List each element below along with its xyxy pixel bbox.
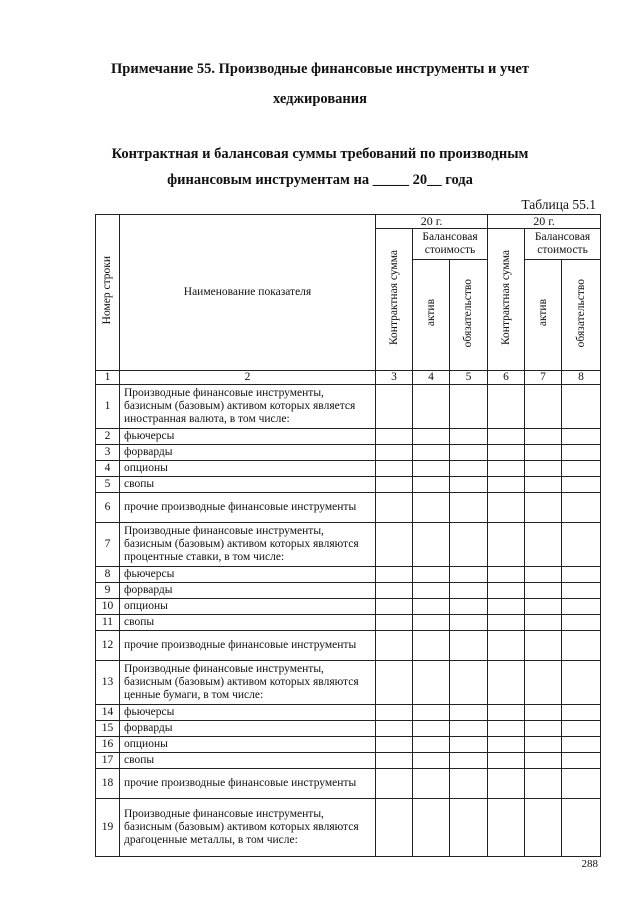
value-cell xyxy=(376,721,413,737)
value-cell xyxy=(562,445,601,461)
table-row xyxy=(96,493,601,523)
table-row xyxy=(96,599,601,615)
table-row xyxy=(96,769,601,799)
column-index: 1 xyxy=(96,371,120,385)
value-cell xyxy=(488,583,525,599)
row-number-cell: 14 xyxy=(96,705,120,721)
value-cell xyxy=(525,799,562,857)
value-cell xyxy=(450,661,488,705)
value-cell xyxy=(413,445,450,461)
table-heading: Контрактная и балансовая суммы требований по производным xyxy=(111,146,529,162)
value-cell xyxy=(525,753,562,769)
value-cell xyxy=(525,721,562,737)
value-cell xyxy=(450,385,488,429)
value-cell xyxy=(376,385,413,429)
row-number-cell: 11 xyxy=(96,615,120,631)
table-row xyxy=(96,631,601,661)
value-cell xyxy=(450,567,488,583)
value-cell xyxy=(488,567,525,583)
table-row xyxy=(96,567,601,583)
row-number-cell: 4 xyxy=(96,461,120,477)
value-cell xyxy=(450,599,488,615)
value-cell xyxy=(562,705,601,721)
value-cell xyxy=(488,445,525,461)
value-cell xyxy=(562,523,601,567)
row-number-cell: 1 xyxy=(96,385,120,429)
value-cell xyxy=(413,493,450,523)
row-number-cell: 8 xyxy=(96,567,120,583)
value-cell xyxy=(525,631,562,661)
indicator-name-cell: прочие производные финансовые инструменты xyxy=(120,769,376,799)
column-index: 6 xyxy=(488,371,525,385)
value-cell xyxy=(376,477,413,493)
value-cell xyxy=(488,705,525,721)
value-cell xyxy=(376,583,413,599)
note-title-continued: хеджирования xyxy=(273,91,367,107)
value-cell xyxy=(450,799,488,857)
indicator-name-cell: фьючерсы xyxy=(120,429,376,445)
balance-value-header-2: Балансовая стоимость xyxy=(525,229,601,260)
value-cell xyxy=(525,429,562,445)
value-cell xyxy=(562,583,601,599)
table-row xyxy=(96,461,601,477)
value-cell xyxy=(488,461,525,477)
value-cell xyxy=(450,769,488,799)
row-number-cell: 3 xyxy=(96,445,120,461)
value-cell xyxy=(413,583,450,599)
value-cell xyxy=(562,737,601,753)
value-cell xyxy=(562,631,601,661)
value-cell xyxy=(413,769,450,799)
value-cell xyxy=(450,615,488,631)
value-cell xyxy=(562,769,601,799)
row-number-cell: 10 xyxy=(96,599,120,615)
asset-header-1: актив xyxy=(413,260,450,371)
value-cell xyxy=(525,523,562,567)
row-number-cell: 5 xyxy=(96,477,120,493)
value-cell xyxy=(413,631,450,661)
value-cell xyxy=(562,799,601,857)
value-cell xyxy=(488,493,525,523)
value-cell xyxy=(413,523,450,567)
value-cell xyxy=(488,523,525,567)
indicator-name-cell: прочие производные финансовые инструменты xyxy=(120,493,376,523)
value-cell xyxy=(562,493,601,523)
value-cell xyxy=(376,615,413,631)
indicator-name-cell: Производные финансовые инструменты, базисным (базовым) активом которых являются процентные ставки, в том числе: xyxy=(120,523,376,567)
value-cell xyxy=(376,753,413,769)
value-cell xyxy=(376,631,413,661)
value-cell xyxy=(413,615,450,631)
table-caption: Таблица 55.1 xyxy=(521,197,596,212)
row-number-cell: 18 xyxy=(96,769,120,799)
table-row xyxy=(96,705,601,721)
table-row xyxy=(96,799,601,857)
value-cell xyxy=(376,523,413,567)
value-cell xyxy=(376,461,413,477)
contract-sum-header-1: Контрактная сумма xyxy=(376,229,413,371)
value-cell xyxy=(376,567,413,583)
asset-header-2: актив xyxy=(525,260,562,371)
table-row xyxy=(96,721,601,737)
value-cell xyxy=(413,477,450,493)
value-cell xyxy=(562,477,601,493)
table-heading-continued: финансовым инструментам на _____ 20__ года xyxy=(167,172,473,188)
value-cell xyxy=(488,769,525,799)
value-cell xyxy=(525,705,562,721)
row-number-cell: 2 xyxy=(96,429,120,445)
value-cell xyxy=(525,769,562,799)
value-cell xyxy=(488,753,525,769)
value-cell xyxy=(413,705,450,721)
row-number-cell: 7 xyxy=(96,523,120,567)
value-cell xyxy=(450,461,488,477)
value-cell xyxy=(413,661,450,705)
value-cell xyxy=(450,737,488,753)
row-number-cell: 16 xyxy=(96,737,120,753)
value-cell xyxy=(488,477,525,493)
value-cell xyxy=(413,599,450,615)
value-cell xyxy=(450,523,488,567)
value-cell xyxy=(488,631,525,661)
column-index: 8 xyxy=(562,371,601,385)
value-cell xyxy=(525,737,562,753)
value-cell xyxy=(376,705,413,721)
table-row xyxy=(96,661,601,705)
derivatives-table xyxy=(95,214,601,857)
row-number-cell: 12 xyxy=(96,631,120,661)
indicator-name-cell: опционы xyxy=(120,737,376,753)
column-index-row xyxy=(96,371,601,385)
value-cell xyxy=(413,429,450,445)
value-cell xyxy=(413,737,450,753)
indicator-name-header: Наименование показателя xyxy=(120,215,376,371)
indicator-name-cell: прочие производные финансовые инструменты xyxy=(120,631,376,661)
value-cell xyxy=(450,477,488,493)
value-cell xyxy=(413,753,450,769)
value-cell xyxy=(488,429,525,445)
value-cell xyxy=(488,385,525,429)
value-cell xyxy=(450,721,488,737)
row-number-cell: 17 xyxy=(96,753,120,769)
value-cell xyxy=(525,661,562,705)
value-cell xyxy=(413,385,450,429)
value-cell xyxy=(525,445,562,461)
value-cell xyxy=(376,599,413,615)
indicator-name-cell: форварды xyxy=(120,721,376,737)
value-cell xyxy=(376,737,413,753)
value-cell xyxy=(562,721,601,737)
row-number-cell: 15 xyxy=(96,721,120,737)
value-cell xyxy=(525,493,562,523)
balance-value-header-1: Балансовая стоимость xyxy=(413,229,488,260)
value-cell xyxy=(376,493,413,523)
value-cell xyxy=(488,737,525,753)
column-index: 5 xyxy=(450,371,488,385)
row-number-cell: 19 xyxy=(96,799,120,857)
row-number-header: Номер строки xyxy=(96,215,120,371)
value-cell xyxy=(450,753,488,769)
value-cell xyxy=(562,429,601,445)
column-index: 7 xyxy=(525,371,562,385)
value-cell xyxy=(562,385,601,429)
value-cell xyxy=(450,429,488,445)
value-cell xyxy=(525,615,562,631)
table-row xyxy=(96,615,601,631)
value-cell xyxy=(450,445,488,461)
value-cell xyxy=(525,477,562,493)
indicator-name-cell: форварды xyxy=(120,445,376,461)
row-number-cell: 6 xyxy=(96,493,120,523)
column-index: 4 xyxy=(413,371,450,385)
indicator-name-cell: свопы xyxy=(120,615,376,631)
value-cell xyxy=(450,493,488,523)
value-cell xyxy=(562,661,601,705)
table-row xyxy=(96,445,601,461)
year2-header: 20 г. xyxy=(488,215,601,229)
value-cell xyxy=(525,583,562,599)
value-cell xyxy=(450,631,488,661)
value-cell xyxy=(376,799,413,857)
page-number: 288 xyxy=(581,858,598,870)
value-cell xyxy=(450,583,488,599)
value-cell xyxy=(562,461,601,477)
value-cell xyxy=(562,615,601,631)
column-index: 3 xyxy=(376,371,413,385)
value-cell xyxy=(525,567,562,583)
value-cell xyxy=(376,445,413,461)
indicator-name-cell: фьючерсы xyxy=(120,705,376,721)
note-title: Примечание 55. Производные финансовые инструменты и учет xyxy=(111,61,529,77)
value-cell xyxy=(488,721,525,737)
value-cell xyxy=(562,599,601,615)
table-row xyxy=(96,477,601,493)
value-cell xyxy=(488,615,525,631)
value-cell xyxy=(525,599,562,615)
value-cell xyxy=(413,461,450,477)
table-row xyxy=(96,523,601,567)
indicator-name-cell: свопы xyxy=(120,477,376,493)
value-cell xyxy=(450,705,488,721)
value-cell xyxy=(525,385,562,429)
column-index: 2 xyxy=(120,371,376,385)
value-cell xyxy=(488,599,525,615)
row-number-cell: 9 xyxy=(96,583,120,599)
value-cell xyxy=(376,769,413,799)
indicator-name-cell: свопы xyxy=(120,753,376,769)
table-row xyxy=(96,737,601,753)
value-cell xyxy=(488,799,525,857)
value-cell xyxy=(488,661,525,705)
value-cell xyxy=(413,567,450,583)
value-cell xyxy=(525,461,562,477)
table-row xyxy=(96,429,601,445)
indicator-name-cell: Производные финансовые инструменты, базисным (базовым) активом которых является иностранная валюта, в том числе: xyxy=(120,385,376,429)
indicator-name-cell: Производные финансовые инструменты, базисным (базовым) активом которых являются ценные бумаги, в том числе: xyxy=(120,661,376,705)
value-cell xyxy=(562,567,601,583)
indicator-name-cell: опционы xyxy=(120,461,376,477)
contract-sum-header-2: Контрактная сумма xyxy=(488,229,525,371)
value-cell xyxy=(413,721,450,737)
indicator-name-cell: фьючерсы xyxy=(120,567,376,583)
table-row xyxy=(96,385,601,429)
year1-header: 20 г. xyxy=(376,215,488,229)
value-cell xyxy=(413,799,450,857)
liability-header-1: обязательство xyxy=(450,260,488,371)
value-cell xyxy=(562,753,601,769)
value-cell xyxy=(376,429,413,445)
value-cell xyxy=(376,661,413,705)
table-row xyxy=(96,583,601,599)
indicator-name-cell: Производные финансовые инструменты, базисным (базовым) активом которых являются драгоценные металлы, в том числе: xyxy=(120,799,376,857)
table-row xyxy=(96,753,601,769)
row-number-cell: 13 xyxy=(96,661,120,705)
liability-header-2: обязательство xyxy=(562,260,601,371)
indicator-name-cell: форварды xyxy=(120,583,376,599)
indicator-name-cell: опционы xyxy=(120,599,376,615)
